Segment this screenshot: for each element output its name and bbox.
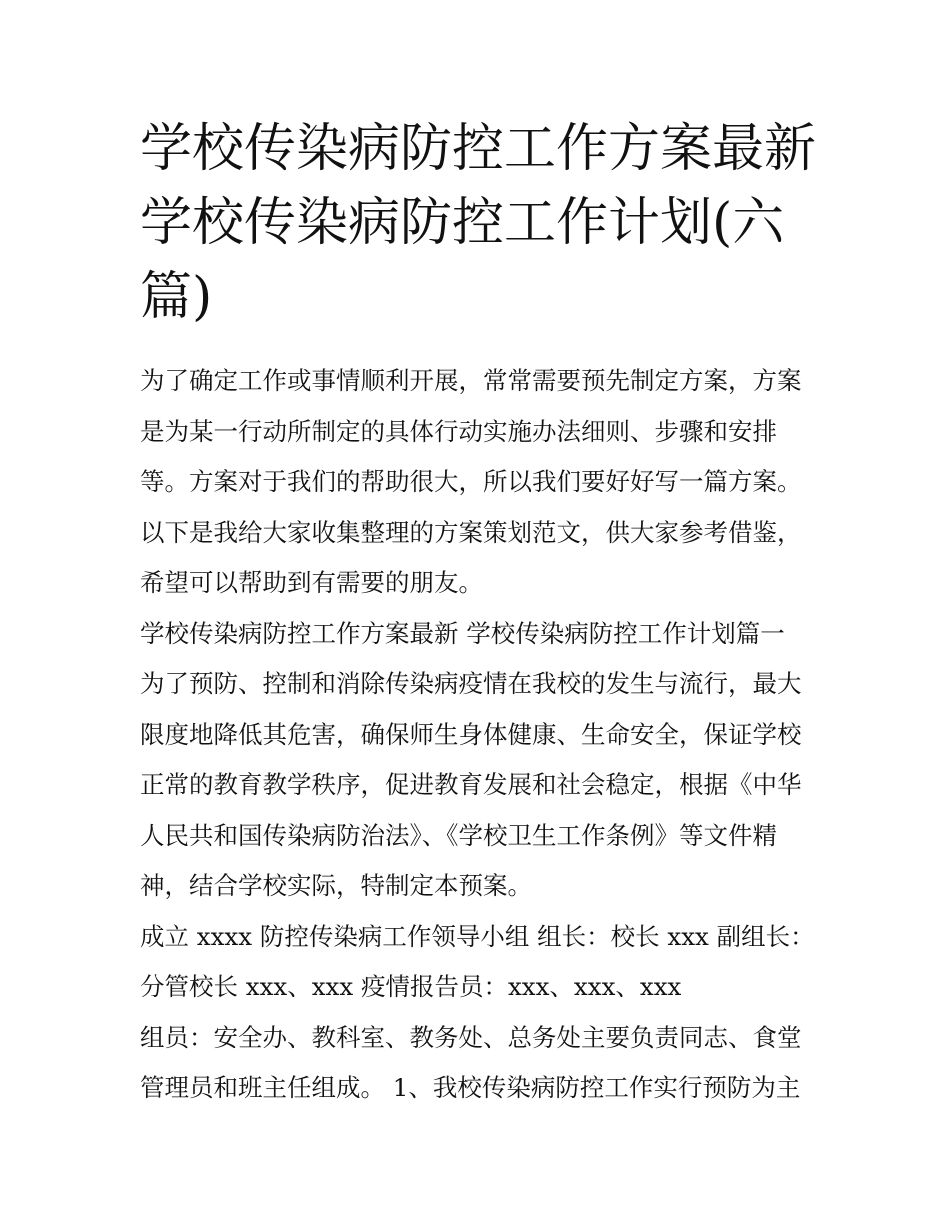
body-line: 等。方案对于我们的帮助很大，所以我们要好好写一篇方案。 [140, 467, 802, 496]
body-line: 限度地降低其危害，确保师生身体健康、生命安全，保证学校 [140, 719, 802, 749]
body-line: 成立 xxxx 防控传染病工作领导小组 组长：校长 xxx 副组长： [140, 921, 815, 951]
body-line: 管理员和班主任组成。 1、我校传染病防控工作实行预防为主 [140, 1073, 801, 1102]
body-line: 以下是我给大家收集整理的方案策划范文，供大家参考借鉴， [140, 517, 802, 547]
body-line: 分管校长 xxx、xxx 疫情报告员：xxx、xxx、xxx [140, 972, 682, 1001]
document-title [140, 112, 820, 334]
body-line: 人民共和国传染病防治法》、《学校卫生工作条例》等文件精 [140, 820, 777, 850]
title-line: 学校传染病防控工作方案最新 [140, 119, 817, 179]
body-line: 为了预防、控制和消除传染病疫情在我校的发生与流行，最大 [140, 669, 802, 698]
body-line: 希望可以帮助到有需要的朋友。 [140, 568, 483, 597]
section-heading-line: 学校传染病防控工作方案最新 学校传染病防控工作计划篇一 [140, 618, 785, 648]
body-line: 正常的教育教学秩序，促进教育发展和社会稳定，根据《中华 [140, 770, 802, 799]
body-line: 是为某一行动所制定的具体行动实施办法细则、步骤和安排 [140, 416, 777, 446]
title-line: 学校传染病防控工作计划(六 [140, 193, 785, 253]
body-line: 为了确定工作或事情顺利开展，常常需要预先制定方案，方案 [140, 366, 802, 395]
body-line: 神，结合学校实际，特制定本预案。 [140, 871, 532, 900]
document-body [140, 356, 820, 1114]
body-line: 组员：安全办、教科室、教务处、总务处主要负责同志、食堂 [140, 1022, 802, 1052]
title-line: 篇) [140, 267, 213, 327]
